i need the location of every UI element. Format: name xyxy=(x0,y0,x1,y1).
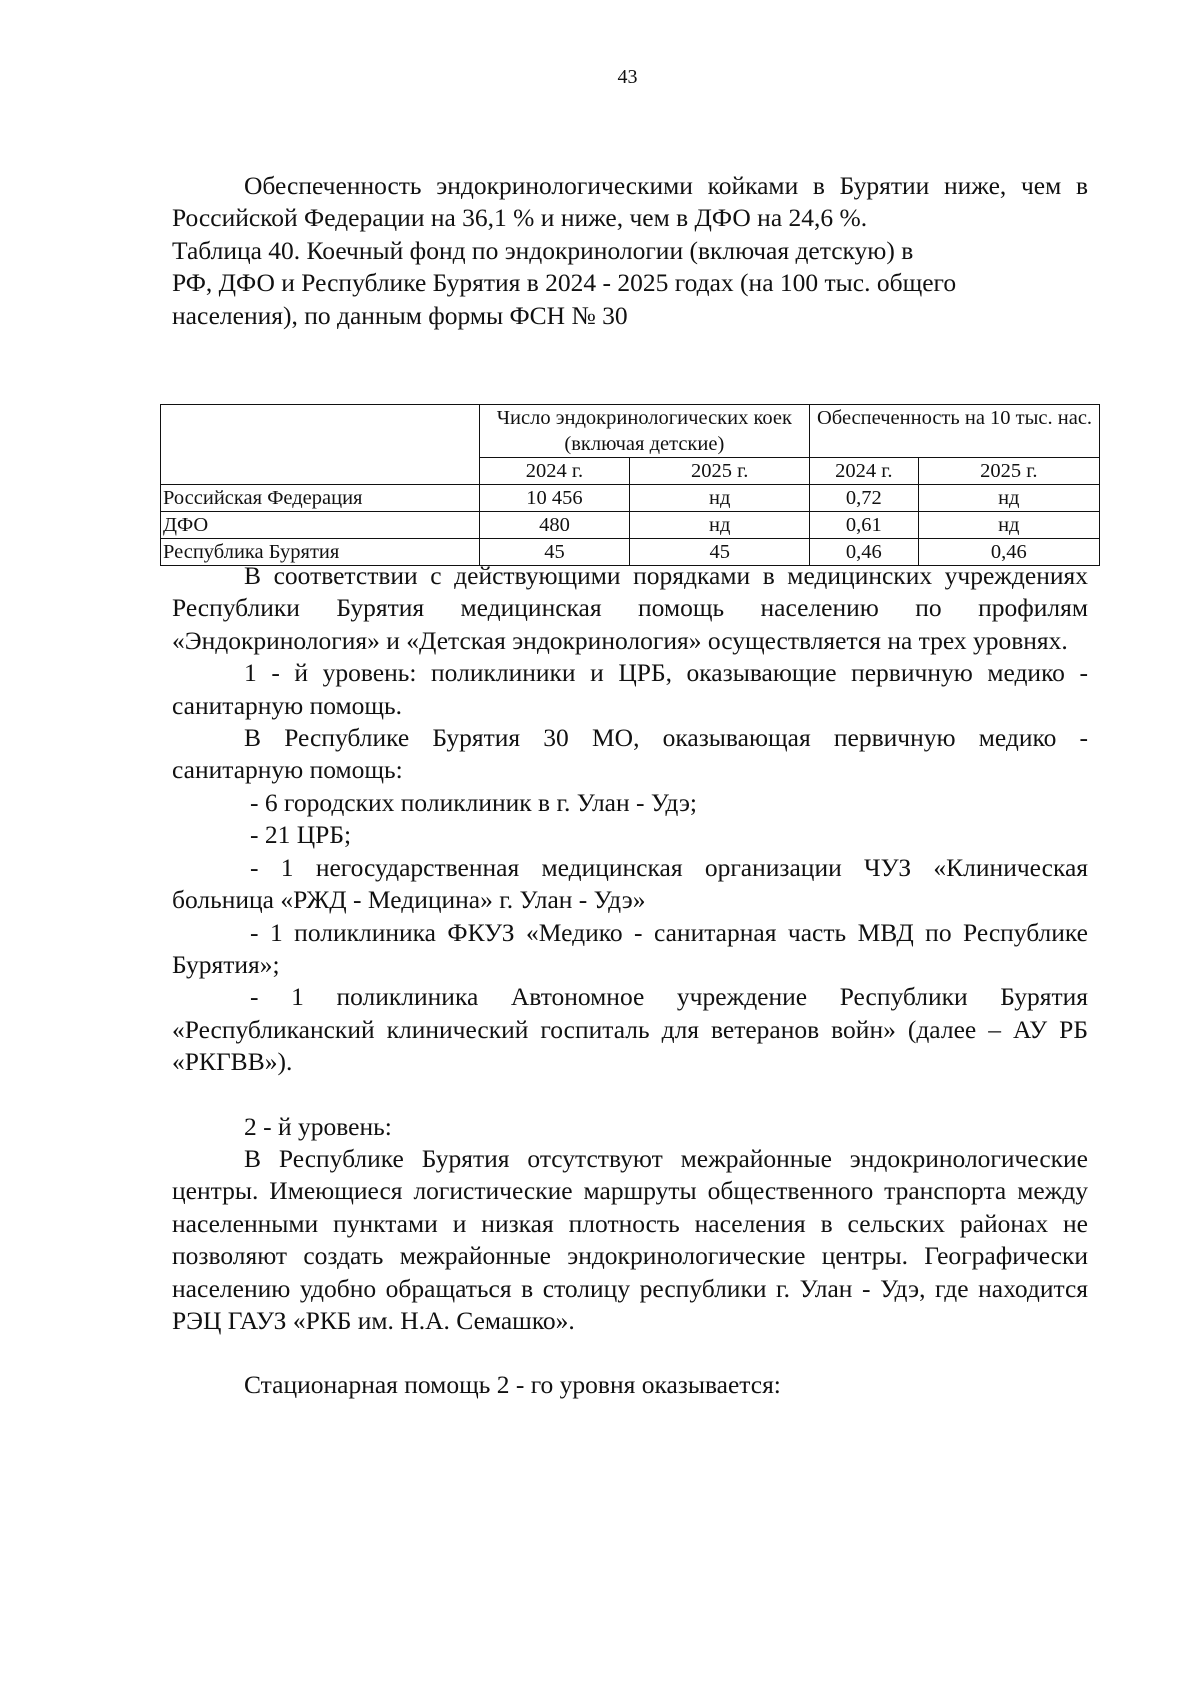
list-item: - 1 поликлиника Автономное учреждение Республики Бурятия «Республиканский клинический госпиталь для ветеранов войн» (далее – АУ РБ «РКГВВ»). xyxy=(172,982,1088,1077)
intro-paragraph: Обеспеченность эндокринологическими койками в Бурятии ниже, чем в Российской Федерации на 36,1 % и ниже, чем в ДФО на 24,6 %. xyxy=(172,171,1088,233)
table-header-row xyxy=(161,405,1100,458)
table-cell: 10 456 xyxy=(479,485,630,512)
table-row-label: Республика Бурятия xyxy=(161,539,480,566)
table-cell: нд xyxy=(630,512,810,539)
table-row-label: ДФО xyxy=(161,512,480,539)
paragraph-level-1: 1 - й уровень: поликлиники и ЦРБ, оказывающие первичную медико - санитарную помощь. xyxy=(172,658,1088,720)
table-caption-line-3: населения), по данным формы ФСН № 30 xyxy=(172,300,628,330)
paragraph-mo-count: В Республике Бурятия 30 МО, оказывающая первичную медико - санитарную помощь: xyxy=(172,723,1088,785)
table-year-header: 2024 г. xyxy=(810,458,919,485)
table-cell: нд xyxy=(630,485,810,512)
table-caption-line-2: РФ, ДФО и Республике Бурятия в 2024 - 2025 годах (на 100 тыс. общего xyxy=(172,268,957,298)
list-item: - 1 поликлиника ФКУЗ «Медико - санитарная часть МВД по Республике Бурятия»; xyxy=(172,917,1088,979)
table-cell: 45 xyxy=(630,539,810,566)
table-caption-line-1: Таблица 40. Коечный фонд по эндокринологии (включая детскую) в xyxy=(172,235,914,265)
list-item: - 1 негосударственная медицинская организации ЧУЗ «Клиническая больница «РЖД - Медицина» г. Улан - Удэ» xyxy=(172,852,1088,915)
table-cell: 0,72 xyxy=(810,485,919,512)
level-2-heading: 2 - й уровень: xyxy=(244,1111,392,1141)
table-cell: нд xyxy=(918,512,1099,539)
table-cell: 0,46 xyxy=(810,539,919,566)
document-body xyxy=(172,170,1088,1402)
table-cell: 45 xyxy=(479,539,630,566)
page-number: 43 xyxy=(617,66,638,88)
table-caption xyxy=(172,235,1088,332)
table-row xyxy=(161,512,1100,539)
table-year-header: 2024 г. xyxy=(479,458,630,485)
paragraph-level-2: В Республике Бурятия отсутствуют межрайонные эндокринологические центры. Имеющиеся логистические маршруты общественного транспорта между населенными пунктами и низкая плотность населения в сельских районах не позволяют создать межрайонные эндокринологические центры. Географически населению удобно обращаться в столицу республики г. Улан - Удэ, где находится РЭЦ ГАУЗ «РКБ им. Н.А. Семашко». xyxy=(172,1143,1088,1335)
table-cell: 0,46 xyxy=(918,539,1099,566)
table-group-header: Число эндокринологических коек (включая детские) xyxy=(479,405,809,458)
list-item: - 6 городских поликлиник в г. Улан - Удэ; xyxy=(250,787,698,817)
table-year-header: 2025 г. xyxy=(918,458,1099,485)
table-cell: нд xyxy=(918,485,1099,512)
table-row xyxy=(161,539,1100,566)
table-row-label: Российская Федерация xyxy=(161,485,480,512)
table-cell: 0,61 xyxy=(810,512,919,539)
paragraph-levels: В соответствии с действующими порядками в медицинских учреждениях Республики Бурятия медицинская помощь населению по профилям «Эндокринология» и «Детская эндокринология» осуществляется на трех уровнях. xyxy=(172,561,1088,655)
table-corner-cell xyxy=(161,405,480,485)
table-group-header: Обеспеченность на 10 тыс. нас. xyxy=(810,405,1100,458)
paragraph-inpatient: Стационарная помощь 2 - го уровня оказывается: xyxy=(244,1370,781,1400)
beds-table xyxy=(160,404,1100,566)
table-cell: 480 xyxy=(479,512,630,539)
table-year-header: 2025 г. xyxy=(630,458,810,485)
table-row xyxy=(161,485,1100,512)
list-item: - 21 ЦРБ; xyxy=(250,820,352,850)
